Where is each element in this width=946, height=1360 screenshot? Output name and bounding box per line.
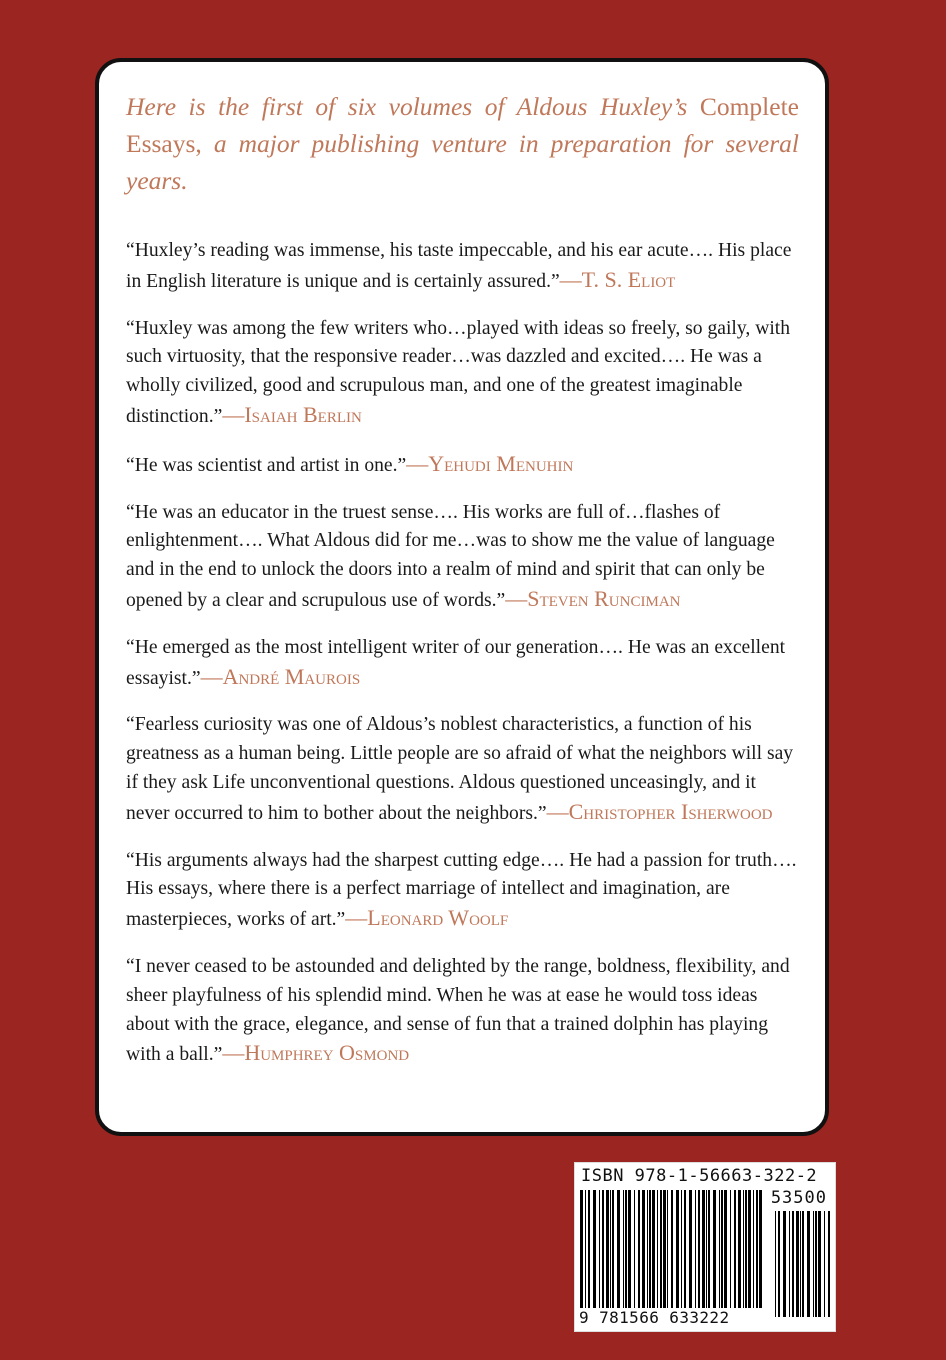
quote-isherwood xyxy=(126,711,799,828)
quote-attribution: —Leonard Woolf xyxy=(345,905,509,931)
quote-text: “He was an educator in the truest sense…. His works are full of…flashes of enlightenment…. What Aldous did for me…was to show me the value of language and in the end to unlock the doors into a realm of mind and spirit that can only be opened by a clear and scrupulous use of words.” xyxy=(126,501,775,611)
quote-eliot xyxy=(126,237,799,297)
quote-attribution: —Christopher Isherwood xyxy=(546,798,773,824)
quote-text: “His arguments always had the sharpest cutting edge…. He had a passion for truth…. His essays, where there is a perfect marriage of intellect and imagination, are masterpieces, works of art.” xyxy=(126,849,797,931)
quote-runciman xyxy=(126,499,799,616)
quote-attribution: —Humphrey Osmond xyxy=(222,1040,410,1066)
intro-text-start: Here is the first of six volumes of Aldous Huxley’s xyxy=(126,92,700,121)
quote-text: “Huxley was among the few writers who…played with ideas so freely, so gaily, with such virtuosity, that the responsive reader…was dazzled and excited…. He was a wholly civilized, good and scrupulous man, and one of the greatest imaginable distinction.” xyxy=(126,317,791,427)
book-title: Complete Essays, xyxy=(126,92,799,158)
quote-text: “He was scientist and artist in one.” xyxy=(126,454,407,476)
quote-text: “I never ceased to be astounded and delighted by the range, boldness, flexibility, and sheer playfulness of his splendid mind. When he was at ease he would toss ideas about with the grace, elegance, and sense of fun that a trained dolphin has playing with a ball.” xyxy=(126,955,790,1066)
barcode-addon-bars xyxy=(775,1211,831,1317)
intro-text-end: a major publishing venture in preparation for several years. xyxy=(126,129,799,195)
barcode-space xyxy=(830,1211,832,1317)
price-code: 53500 xyxy=(770,1188,827,1208)
ean-digits: 9 781566 633222 xyxy=(579,1308,730,1327)
quote-maurois xyxy=(126,634,799,694)
quote-text: “Huxley’s reading was immense, his taste impeccable, and his ear acute…. His place in English literature is unique and is certainly assured.” xyxy=(126,240,792,292)
quote-attribution: —T. S. Eliot xyxy=(559,266,676,292)
blurb-panel xyxy=(95,58,829,1136)
quote-text: “Fearless curiosity was one of Aldous’s noblest characteristics, a function of his greatness as a human being. Little people are so afraid of what the neighbors will say if they ask Life unconventional questions. Aldous questioned unceasingly, and it never occurred to him to bother about the neighbors.” xyxy=(126,714,794,824)
isbn-barcode xyxy=(574,1162,836,1332)
quote-berlin xyxy=(126,315,799,432)
barcode-space xyxy=(762,1190,763,1308)
barcode-main-bars xyxy=(580,1190,766,1308)
quote-text: “He emerged as the most intelligent writer of our generation…. He was an excellent essayist.” xyxy=(126,636,786,689)
quote-woolf xyxy=(126,847,799,935)
intro-paragraph xyxy=(126,88,799,199)
quote-menuhin xyxy=(126,450,799,481)
isbn-label: ISBN 978-1-56663-322-2 xyxy=(581,1166,818,1186)
quote-attribution: —Steven Runciman xyxy=(505,585,681,611)
quote-attribution: —André Maurois xyxy=(200,663,361,689)
quote-osmond xyxy=(126,953,799,1070)
quote-attribution: —Yehudi Menuhin xyxy=(406,450,574,476)
quote-attribution: —Isaiah Berlin xyxy=(222,401,362,427)
